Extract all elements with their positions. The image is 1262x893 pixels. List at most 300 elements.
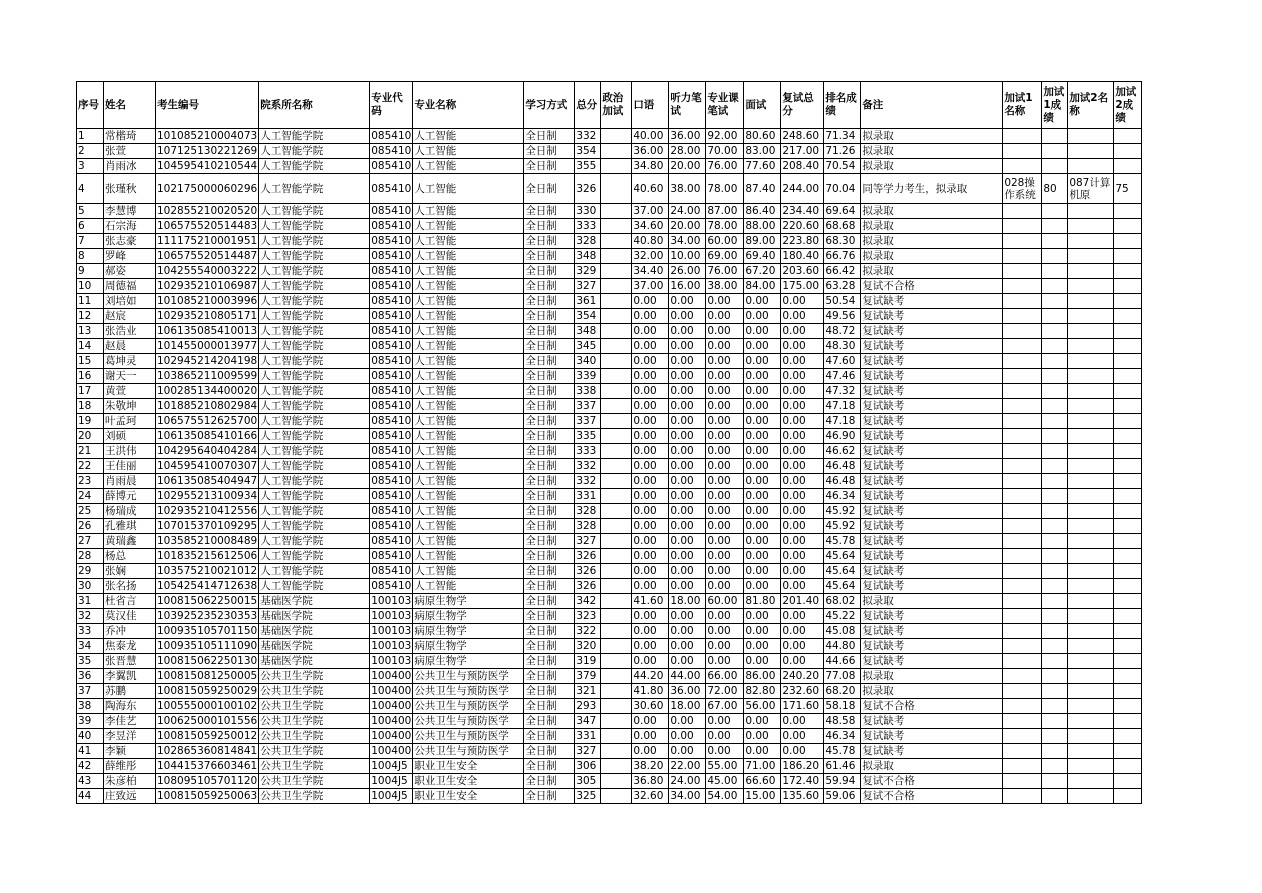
table-cell <box>601 324 632 339</box>
table-cell <box>1114 579 1142 594</box>
table-cell: 0.00 <box>706 744 744 759</box>
table-cell: 复试缺考 <box>861 579 1003 594</box>
table-cell: 103925235230353 <box>157 610 258 622</box>
table-cell: 81.80 <box>744 594 781 609</box>
table-cell: 100815059250012 <box>157 730 258 742</box>
table-cell: 40 <box>77 729 104 744</box>
table-cell: 常楷琦 <box>104 129 156 144</box>
table-cell: 0.00 <box>632 489 669 504</box>
table-cell: 45.22 <box>824 609 861 624</box>
table-cell: 1 <box>77 129 104 144</box>
table-cell: 病原生物学 <box>413 609 524 624</box>
table-cell <box>1068 309 1114 324</box>
table-cell: 杜省言 <box>104 594 156 609</box>
table-cell <box>1114 129 1142 144</box>
table-row <box>77 639 1142 654</box>
table-cell: 复试缺考 <box>861 324 1003 339</box>
table-cell: 14 <box>77 339 104 354</box>
table-cell: 人工智能学院 <box>259 489 370 504</box>
table-cell <box>1042 324 1068 339</box>
table-cell: 基础医学院 <box>259 609 370 624</box>
table-cell: 基础医学院 <box>259 639 370 654</box>
table-cell: 全日制 <box>524 564 575 579</box>
table-row <box>77 714 1142 729</box>
table-cell: 全日制 <box>524 624 575 639</box>
table-cell: 0.00 <box>706 609 744 624</box>
table-cell <box>1068 504 1114 519</box>
table-cell: 杨瑞成 <box>104 504 156 519</box>
table-cell: 342 <box>575 594 601 609</box>
table-cell: 人工智能 <box>413 474 524 489</box>
table-cell <box>1114 639 1142 654</box>
table-cell: 100815059250029 <box>157 685 258 697</box>
table-cell: 公共卫生与预防医学 <box>413 744 524 759</box>
table-cell <box>1068 774 1114 789</box>
score-table <box>76 81 1142 804</box>
table-cell <box>1003 519 1042 534</box>
table-cell <box>1042 654 1068 669</box>
table-cell: 82.80 <box>744 684 781 699</box>
table-row <box>77 699 1142 714</box>
table-cell: 44.80 <box>824 639 861 654</box>
table-cell: 101885210802984 <box>157 400 258 412</box>
table-cell <box>601 429 632 444</box>
table-cell: 人工智能学院 <box>259 324 370 339</box>
table-cell: 86.00 <box>744 669 781 684</box>
table-cell: 321 <box>575 684 601 699</box>
table-cell <box>1042 279 1068 294</box>
table-cell: 085410 <box>371 325 412 337</box>
table-cell <box>1114 264 1142 279</box>
table-cell <box>601 144 632 159</box>
table-cell: 100103 <box>371 595 412 607</box>
table-cell: 100555000100102 <box>157 700 258 712</box>
table-cell <box>601 474 632 489</box>
table-cell <box>601 624 632 639</box>
table-cell: 47.46 <box>824 369 861 384</box>
table-cell <box>1003 729 1042 744</box>
table-cell: 7 <box>77 234 104 249</box>
table-cell: 085410 <box>371 400 412 412</box>
table-cell: 全日制 <box>524 234 575 249</box>
table-cell: 0.00 <box>669 519 706 534</box>
table-cell: 085410 <box>371 550 412 562</box>
table-cell <box>1114 249 1142 264</box>
table-cell: 人工智能 <box>413 264 524 279</box>
table-cell: 10 <box>77 279 104 294</box>
table-body <box>77 129 1142 804</box>
table-cell <box>601 459 632 474</box>
table-cell: 39 <box>77 714 104 729</box>
table-cell: 0.00 <box>669 504 706 519</box>
table-cell: 0.00 <box>669 384 706 399</box>
table-cell <box>1042 579 1068 594</box>
table-cell: 公共卫生学院 <box>259 714 370 729</box>
table-cell: 0.00 <box>669 474 706 489</box>
table-cell: 69.00 <box>706 249 744 264</box>
table-cell: 186.20 <box>781 759 824 774</box>
table-cell: 人工智能 <box>413 279 524 294</box>
table-cell: 72.00 <box>706 684 744 699</box>
table-cell <box>1114 759 1142 774</box>
table-cell: 王洪伟 <box>104 444 156 459</box>
table-cell: 102955213100934 <box>157 490 258 502</box>
table-cell: 人工智能学院 <box>259 549 370 564</box>
table-cell: 085410 <box>371 355 412 367</box>
table-cell: 201.40 <box>781 594 824 609</box>
table-cell: 46.48 <box>824 459 861 474</box>
table-cell: 人工智能 <box>413 534 524 549</box>
table-cell <box>1003 414 1042 429</box>
table-cell: 黄瑞鑫 <box>104 534 156 549</box>
table-cell: 105425414712638 <box>157 580 258 592</box>
table-row <box>77 279 1142 294</box>
table-cell: 李翼凯 <box>104 669 156 684</box>
table-cell: 33 <box>77 624 104 639</box>
table-cell <box>1003 504 1042 519</box>
table-cell: 人工智能学院 <box>259 369 370 384</box>
table-cell: 复试缺考 <box>861 474 1003 489</box>
table-cell: 36.80 <box>632 774 669 789</box>
table-cell: 085410 <box>371 520 412 532</box>
table-cell: 45.64 <box>824 549 861 564</box>
table-cell <box>601 699 632 714</box>
table-cell <box>1068 624 1114 639</box>
table-cell: 337 <box>575 399 601 414</box>
table-cell: 76.00 <box>706 264 744 279</box>
table-cell: 人工智能 <box>413 324 524 339</box>
table-cell <box>1068 789 1114 804</box>
table-cell: 0.00 <box>744 339 781 354</box>
table-cell: 全日制 <box>524 594 575 609</box>
table-cell: 80 <box>1042 174 1068 204</box>
table-cell: 人工智能 <box>413 144 524 159</box>
table-cell: 328 <box>575 234 601 249</box>
table-cell <box>1003 534 1042 549</box>
table-cell: 公共卫生学院 <box>259 669 370 684</box>
table-cell: 67.20 <box>744 264 781 279</box>
table-cell: 028操作系统 <box>1003 174 1042 204</box>
table-cell <box>1003 714 1042 729</box>
table-cell <box>1003 444 1042 459</box>
table-cell: 326 <box>575 174 601 204</box>
table-cell: 0.00 <box>669 714 706 729</box>
table-cell: 100103 <box>371 610 412 622</box>
table-cell: 27 <box>77 534 104 549</box>
table-cell <box>1003 429 1042 444</box>
table-cell: 0.00 <box>744 609 781 624</box>
table-cell: 人工智能学院 <box>259 174 370 204</box>
table-cell: 张娴 <box>104 564 156 579</box>
table-cell: 0.00 <box>632 504 669 519</box>
table-cell <box>1114 564 1142 579</box>
table-cell: 100103 <box>371 640 412 652</box>
table-cell: 复试缺考 <box>861 519 1003 534</box>
table-cell: 106575520514487 <box>157 250 258 262</box>
table-cell: 101085210003996 <box>157 295 258 307</box>
table-cell <box>1003 684 1042 699</box>
table-cell <box>1068 219 1114 234</box>
table-cell <box>1042 774 1068 789</box>
table-cell <box>601 609 632 624</box>
table-cell: 0.00 <box>744 639 781 654</box>
table-cell: 320 <box>575 639 601 654</box>
table-cell: 220.60 <box>781 219 824 234</box>
table-cell: 347 <box>575 714 601 729</box>
table-cell: 20.00 <box>669 159 706 174</box>
table-cell: 66.76 <box>824 249 861 264</box>
table-cell <box>1003 234 1042 249</box>
table-cell <box>601 489 632 504</box>
table-cell <box>1114 699 1142 714</box>
table-cell: 复试缺考 <box>861 294 1003 309</box>
table-cell: 全日制 <box>524 609 575 624</box>
table-cell: 人工智能 <box>413 249 524 264</box>
table-cell: 全日制 <box>524 744 575 759</box>
table-row <box>77 249 1142 264</box>
table-cell: 18 <box>77 399 104 414</box>
table-cell: 5 <box>77 204 104 219</box>
table-cell <box>1042 339 1068 354</box>
table-cell <box>601 309 632 324</box>
table-cell: 085410 <box>371 430 412 442</box>
table-cell: 全日制 <box>524 474 575 489</box>
table-cell <box>601 339 632 354</box>
table-cell: 103585210008489 <box>157 535 258 547</box>
table-cell: 327 <box>575 279 601 294</box>
table-cell: 44 <box>77 789 104 804</box>
table-cell: 0.00 <box>706 444 744 459</box>
table-cell: 32 <box>77 609 104 624</box>
table-cell: 公共卫生学院 <box>259 684 370 699</box>
table-cell: 28.00 <box>669 144 706 159</box>
table-cell: 339 <box>575 369 601 384</box>
table-cell <box>1114 714 1142 729</box>
table-cell: 人工智能 <box>413 294 524 309</box>
table-cell: 复试缺考 <box>861 339 1003 354</box>
table-cell: 88.00 <box>744 219 781 234</box>
column-header: 加试1名称 <box>1003 82 1042 129</box>
table-cell: 085410 <box>371 145 412 157</box>
table-cell: 63.28 <box>824 279 861 294</box>
table-cell: 248.60 <box>781 129 824 144</box>
table-cell: 李颖 <box>104 744 156 759</box>
table-cell <box>1042 414 1068 429</box>
table-cell: 78.00 <box>706 219 744 234</box>
table-cell <box>1114 609 1142 624</box>
table-cell: 0.00 <box>744 459 781 474</box>
table-cell <box>1042 429 1068 444</box>
table-cell: 50.54 <box>824 294 861 309</box>
table-cell: 45.08 <box>824 624 861 639</box>
table-cell: 0.00 <box>744 504 781 519</box>
table-cell: 1004J5 <box>370 759 413 774</box>
table-cell: 全日制 <box>524 384 575 399</box>
table-row <box>77 609 1142 624</box>
table-cell <box>1114 279 1142 294</box>
table-cell: 37.00 <box>632 204 669 219</box>
table-cell <box>601 714 632 729</box>
table-cell <box>1003 294 1042 309</box>
table-cell: 全日制 <box>524 444 575 459</box>
table-row <box>77 594 1142 609</box>
table-cell: 40.80 <box>632 234 669 249</box>
table-cell <box>1042 234 1068 249</box>
table-cell: 张瑾秋 <box>104 174 156 204</box>
table-cell <box>1068 129 1114 144</box>
table-cell <box>1068 639 1114 654</box>
table-cell: 公共卫生学院 <box>259 789 370 804</box>
table-cell <box>601 294 632 309</box>
table-cell: 0.00 <box>706 414 744 429</box>
column-header: 总分 <box>575 82 601 129</box>
table-cell: 0.00 <box>669 489 706 504</box>
table-cell: 0.00 <box>744 744 781 759</box>
table-cell: 0.00 <box>744 714 781 729</box>
table-cell: 12 <box>77 309 104 324</box>
table-cell: 0.00 <box>669 429 706 444</box>
table-cell <box>1114 204 1142 219</box>
table-cell <box>1042 564 1068 579</box>
table-cell: 45.92 <box>824 519 861 534</box>
table-cell: 86.40 <box>744 204 781 219</box>
table-cell: 0.00 <box>632 354 669 369</box>
column-header: 口语 <box>632 82 669 129</box>
table-cell: 085410 <box>371 205 412 217</box>
table-row <box>77 159 1142 174</box>
table-cell <box>1042 489 1068 504</box>
table-cell: 人工智能学院 <box>259 294 370 309</box>
table-cell: 苏鹏 <box>104 684 156 699</box>
table-cell: 复试不合格 <box>861 774 1003 789</box>
table-cell <box>1003 624 1042 639</box>
table-cell: 0.00 <box>781 729 824 744</box>
table-cell: 0.00 <box>669 414 706 429</box>
table-row <box>77 504 1142 519</box>
table-cell: 24.00 <box>669 204 706 219</box>
table-cell: 0.00 <box>632 429 669 444</box>
table-cell <box>1114 309 1142 324</box>
table-cell <box>601 639 632 654</box>
table-cell: 102175000060296 <box>156 174 259 204</box>
table-cell: 0.00 <box>781 459 824 474</box>
table-cell <box>1003 459 1042 474</box>
table-cell: 全日制 <box>524 204 575 219</box>
table-cell: 人工智能 <box>413 204 524 219</box>
table-cell: 复试缺考 <box>861 429 1003 444</box>
table-cell: 20.00 <box>669 219 706 234</box>
table-cell: 孔雅琪 <box>104 519 156 534</box>
table-cell: 104295640404284 <box>157 445 258 457</box>
table-cell: 复试缺考 <box>861 744 1003 759</box>
table-cell: 085410 <box>371 340 412 352</box>
table-cell <box>1068 669 1114 684</box>
table-cell <box>601 234 632 249</box>
table-cell: 人工智能学院 <box>259 129 370 144</box>
table-cell: 326 <box>575 564 601 579</box>
table-cell: 34.60 <box>632 219 669 234</box>
table-cell: 0.00 <box>781 384 824 399</box>
table-cell: 327 <box>575 744 601 759</box>
table-cell <box>1114 774 1142 789</box>
table-cell: 45.78 <box>824 744 861 759</box>
table-cell <box>1068 399 1114 414</box>
table-cell: 348 <box>575 249 601 264</box>
table-cell: 0.00 <box>669 339 706 354</box>
table-cell: 30 <box>77 579 104 594</box>
table-cell: 复试缺考 <box>861 549 1003 564</box>
table-cell <box>1003 669 1042 684</box>
table-cell: 0.00 <box>632 714 669 729</box>
table-cell: 87.40 <box>744 174 781 204</box>
table-cell: 人工智能学院 <box>259 579 370 594</box>
column-header: 学习方式 <box>524 82 575 129</box>
table-row <box>77 444 1142 459</box>
table-cell: 83.00 <box>744 144 781 159</box>
table-cell: 0.00 <box>706 549 744 564</box>
table-cell: 基础医学院 <box>259 594 370 609</box>
table-cell: 22 <box>77 459 104 474</box>
table-cell <box>601 759 632 774</box>
table-cell: 0.00 <box>744 414 781 429</box>
table-cell: 复试缺考 <box>861 624 1003 639</box>
table-cell: 拟录取 <box>861 594 1003 609</box>
table-cell: 319 <box>575 654 601 669</box>
table-cell: 0.00 <box>706 429 744 444</box>
table-cell: 0.00 <box>706 324 744 339</box>
table-cell: 0.00 <box>669 564 706 579</box>
table-cell: 0.00 <box>706 729 744 744</box>
table-cell: 100400 <box>371 700 412 712</box>
table-cell <box>1114 684 1142 699</box>
table-cell: 232.60 <box>781 684 824 699</box>
table-row <box>77 354 1142 369</box>
table-cell: 0.00 <box>669 399 706 414</box>
table-cell: 薛博元 <box>104 489 156 504</box>
table-cell: 复试缺考 <box>861 534 1003 549</box>
table-cell <box>1003 579 1042 594</box>
table-cell: 104595410210544 <box>157 160 258 172</box>
table-cell: 104595410070307 <box>157 460 258 472</box>
table-cell: 0.00 <box>632 624 669 639</box>
table-cell: 人工智能学院 <box>259 384 370 399</box>
table-cell: 全日制 <box>524 519 575 534</box>
table-cell: 45.92 <box>824 504 861 519</box>
table-cell: 人工智能学院 <box>259 534 370 549</box>
table-cell: 0.00 <box>632 384 669 399</box>
table-cell: 0.00 <box>632 399 669 414</box>
table-row <box>77 729 1142 744</box>
table-cell: 67.00 <box>706 699 744 714</box>
table-row <box>77 369 1142 384</box>
table-cell: 人工智能学院 <box>259 354 370 369</box>
table-cell: 38.00 <box>669 174 706 204</box>
table-cell: 0.00 <box>706 654 744 669</box>
table-cell <box>1042 309 1068 324</box>
table-cell: 复试缺考 <box>861 639 1003 654</box>
table-cell: 0.00 <box>669 609 706 624</box>
table-cell <box>1042 354 1068 369</box>
table-cell: 人工智能 <box>413 414 524 429</box>
table-cell: 0.00 <box>706 474 744 489</box>
header-row <box>77 82 1142 129</box>
table-row <box>77 684 1142 699</box>
table-cell: 拟录取 <box>861 234 1003 249</box>
table-cell: 331 <box>575 729 601 744</box>
table-cell: 陶海东 <box>104 699 156 714</box>
table-row <box>77 264 1142 279</box>
table-cell: 全日制 <box>524 699 575 714</box>
